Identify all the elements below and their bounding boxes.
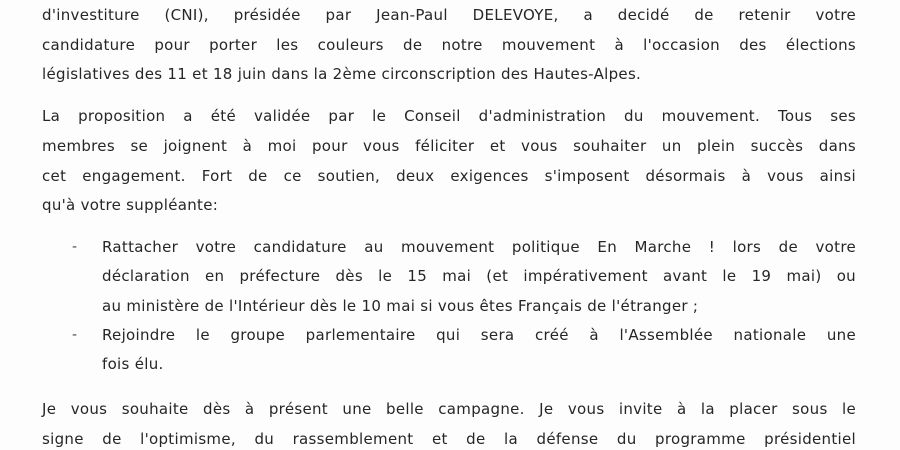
text-line: fois élu. xyxy=(102,355,164,373)
bullet-dash: - xyxy=(72,239,78,255)
text-line: Rejoindre le groupe parlementaire qui sera créé à l'Assemblée nationale une xyxy=(102,326,856,344)
text-line: La proposition a été validée par le Conseil d'administration du mouvement. Tous ses xyxy=(42,107,856,125)
text-line: législatives des 11 et 18 juin dans la 2ème circonscription des Hautes-Alpes. xyxy=(42,65,642,83)
text-line: membres se joignent à moi pour vous féliciter et vous souhaiter un plein succès dans xyxy=(42,137,856,155)
text-line: candidature pour porter les couleurs de notre mouvement à l'occasion des élections xyxy=(42,36,856,54)
text-line: signe de l'optimisme, du rassemblement et de la défense du programme présidentiel xyxy=(42,430,856,448)
text-line: cet engagement. Fort de ce soutien, deux exigences s'imposent désormais à vous ainsi xyxy=(42,167,856,185)
text-line: Rattacher votre candidature au mouvement politique En Marche ! lors de votre xyxy=(102,238,856,256)
text-line: Je vous souhaite dès à présent une belle campagne. Je vous invite à la placer sous le xyxy=(42,400,856,418)
text-line: déclaration en préfecture dès le 15 mai (et impérativement avant le 19 mai) ou xyxy=(102,267,856,285)
bullet-dash: - xyxy=(72,327,78,343)
text-line: qu'à votre suppléante: xyxy=(42,196,219,214)
text-line: au ministère de l'Intérieur dès le 10 mai si vous êtes Français de l'étranger ; xyxy=(102,297,699,315)
text-line: d'investiture (CNI), présidée par Jean-Paul DELEVOYE, a decidé de retenir votre xyxy=(42,6,856,24)
